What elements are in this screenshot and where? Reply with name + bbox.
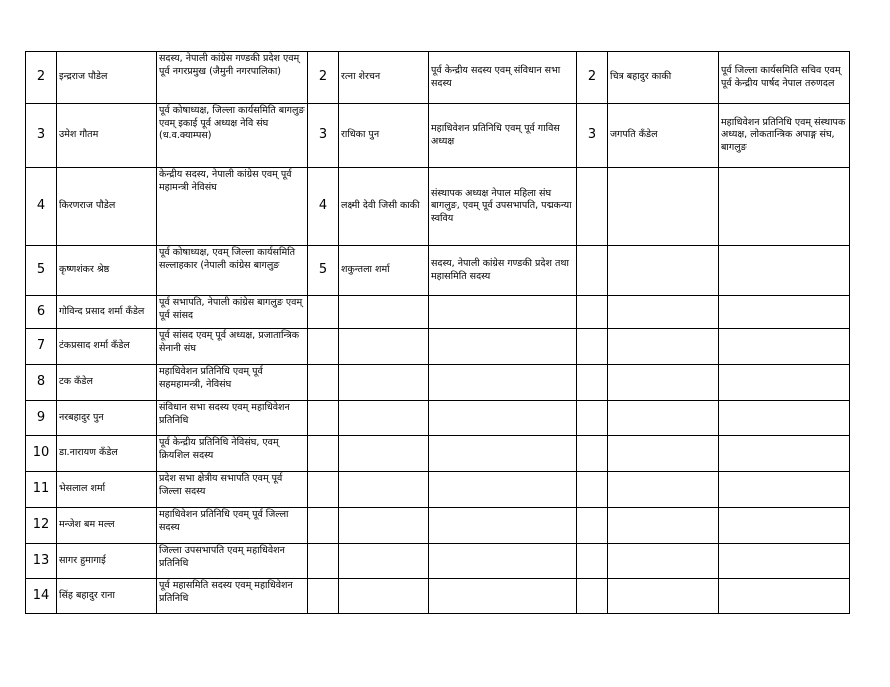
left-desc-cell: सदस्य, नेपाली कांग्रेस गण्डकी प्रदेश एवम् पूर्व नगरप्रमुख (जैमुनी नगरपालिका) [157, 52, 308, 104]
left-desc-cell: पूर्व सांसद एवम् पूर्व अध्यक्ष, प्रजातान्त्रिक सेनानी संघ [157, 329, 308, 365]
left-name-cell: मन्जेश बम मल्ल [57, 508, 157, 544]
middle-desc-cell [429, 544, 577, 579]
right-name-cell [608, 246, 719, 296]
middle-desc-cell [429, 436, 577, 472]
table-row [26, 365, 850, 401]
right-num-cell [577, 579, 608, 614]
middle-desc-cell [429, 365, 577, 401]
left-name-cell: टक कँडेल [57, 365, 157, 401]
left-num-cell: 7 [26, 329, 57, 365]
right-name-cell [608, 436, 719, 472]
left-desc-cell: पूर्व कोषाध्यक्ष, एवम् जिल्ला कार्यसमिति सल्लाहकार (नेपाली कांग्रेस बागलुङ [157, 246, 308, 296]
right-num-cell [577, 508, 608, 544]
middle-desc-cell [429, 296, 577, 329]
right-name-cell [608, 401, 719, 436]
left-name-cell: कृष्णशंकर श्रेष्ठ [57, 246, 157, 296]
left-num-cell: 11 [26, 472, 57, 508]
left-name-cell: भेसलाल शर्मा [57, 472, 157, 508]
middle-name-cell [339, 329, 429, 365]
left-num-cell: 2 [26, 52, 57, 104]
table-row [26, 401, 850, 436]
right-desc-cell [719, 472, 850, 508]
table-body [26, 52, 850, 614]
right-num-cell [577, 296, 608, 329]
table-row [26, 544, 850, 579]
table-row [26, 168, 850, 246]
middle-num-cell: 5 [308, 246, 339, 296]
right-desc-cell [719, 544, 850, 579]
table-row [26, 52, 850, 104]
table-row [26, 246, 850, 296]
left-num-cell: 3 [26, 104, 57, 168]
right-desc-cell [719, 296, 850, 329]
left-num-cell: 9 [26, 401, 57, 436]
table-row [26, 579, 850, 614]
right-num-cell [577, 329, 608, 365]
middle-name-cell [339, 544, 429, 579]
middle-num-cell [308, 579, 339, 614]
middle-name-cell: शकुन्तला शर्मा [339, 246, 429, 296]
right-desc-cell [719, 168, 850, 246]
right-num-cell [577, 436, 608, 472]
right-desc-cell [719, 329, 850, 365]
right-desc-cell: महाधिवेशन प्रतिनिधि एवम् संस्थापक अध्यक्ष, लोकतान्त्रिक अपाङ्ग संघ, बागलुङ [719, 104, 850, 168]
right-name-cell: जगपति कँडेल [608, 104, 719, 168]
right-name-cell [608, 472, 719, 508]
middle-desc-cell [429, 472, 577, 508]
right-num-cell: 3 [577, 104, 608, 168]
left-num-cell: 12 [26, 508, 57, 544]
right-num-cell [577, 168, 608, 246]
left-num-cell: 8 [26, 365, 57, 401]
right-name-cell [608, 544, 719, 579]
left-num-cell: 6 [26, 296, 57, 329]
middle-num-cell [308, 472, 339, 508]
left-num-cell: 10 [26, 436, 57, 472]
left-desc-cell: पूर्व केन्द्रीय प्रतिनिधि नेविसंघ, एवम् क्रियशिल सदस्य [157, 436, 308, 472]
right-name-cell [608, 329, 719, 365]
left-name-cell: डा.नारायण कँडेल [57, 436, 157, 472]
left-name-cell: इन्द्रराज पौडेल [57, 52, 157, 104]
right-num-cell [577, 246, 608, 296]
middle-name-cell: रत्ना शेरचन [339, 52, 429, 104]
left-num-cell: 13 [26, 544, 57, 579]
left-name-cell: सिंह बहादुर राना [57, 579, 157, 614]
left-name-cell: टंकप्रसाद शर्मा कँडेल [57, 329, 157, 365]
table-row [26, 104, 850, 168]
middle-name-cell [339, 401, 429, 436]
middle-name-cell [339, 365, 429, 401]
middle-desc-cell [429, 401, 577, 436]
right-desc-cell [719, 246, 850, 296]
middle-num-cell [308, 544, 339, 579]
right-num-cell [577, 544, 608, 579]
right-num-cell: 2 [577, 52, 608, 104]
left-desc-cell: केन्द्रीय सदस्य, नेपाली कांग्रेस एवम् पूर्व महामन्त्री नेविसंघ [157, 168, 308, 246]
left-desc-cell: संविधान सभा सदस्य एवम् महाधिवेशन प्रतिनिधि [157, 401, 308, 436]
left-name-cell: किरणराज पौडेल [57, 168, 157, 246]
left-desc-cell: पूर्व महासमिति सदस्य एवम् महाधिवेशन प्रतिनिधि [157, 579, 308, 614]
left-desc-cell: पूर्व सभापति, नेपाली कांग्रेस बागलुङ एवम् पूर्व सांसद [157, 296, 308, 329]
middle-num-cell [308, 329, 339, 365]
middle-name-cell [339, 508, 429, 544]
middle-num-cell [308, 508, 339, 544]
left-name-cell: नरबहादुर पुन [57, 401, 157, 436]
right-desc-cell: पूर्व जिल्ला कार्यसमिति सचिव एवम् पूर्व केन्द्रीय पार्षद नेपाल तरुणदल [719, 52, 850, 104]
middle-num-cell [308, 401, 339, 436]
right-name-cell [608, 579, 719, 614]
middle-name-cell [339, 296, 429, 329]
middle-num-cell [308, 296, 339, 329]
right-name-cell [608, 296, 719, 329]
middle-name-cell [339, 472, 429, 508]
left-name-cell: सागर हुमागाई [57, 544, 157, 579]
middle-desc-cell [429, 508, 577, 544]
middle-name-cell [339, 579, 429, 614]
middle-desc-cell: पूर्व केन्द्रीय सदस्य एवम् संविधान सभा सदस्य [429, 52, 577, 104]
right-num-cell [577, 401, 608, 436]
left-desc-cell: प्रदेश सभा क्षेत्रीय सभापति एवम् पूर्व जिल्ला सदस्य [157, 472, 308, 508]
left-name-cell: उमेश गौतम [57, 104, 157, 168]
right-desc-cell [719, 436, 850, 472]
left-desc-cell: पूर्व कोषाध्यक्ष, जिल्ला कार्यसमिति बागलुङ एवम् इकाई पूर्व अध्यक्ष नेवि संघ (ध.व.क्याम्पस) [157, 104, 308, 168]
middle-num-cell: 2 [308, 52, 339, 104]
middle-name-cell: लक्ष्मी देवी जिसी काकी [339, 168, 429, 246]
right-desc-cell [719, 508, 850, 544]
table-row [26, 329, 850, 365]
middle-num-cell: 4 [308, 168, 339, 246]
left-name-cell: गोविन्द प्रसाद शर्मा कँडेल [57, 296, 157, 329]
right-num-cell [577, 365, 608, 401]
right-desc-cell [719, 365, 850, 401]
right-name-cell [608, 365, 719, 401]
middle-desc-cell: महाधिवेशन प्रतिनिधि एवम् पूर्व गाविस अध्यक्ष [429, 104, 577, 168]
middle-desc-cell [429, 579, 577, 614]
table-row [26, 436, 850, 472]
right-desc-cell [719, 579, 850, 614]
middle-name-cell [339, 436, 429, 472]
left-num-cell: 4 [26, 168, 57, 246]
left-desc-cell: महाधिवेशन प्रतिनिधि एवम् पूर्व जिल्ला सदस्य [157, 508, 308, 544]
middle-num-cell: 3 [308, 104, 339, 168]
left-desc-cell: महाधिवेशन प्रतिनिधि एवम् पूर्व सहमहामन्त्री, नेविसंघ [157, 365, 308, 401]
left-num-cell: 5 [26, 246, 57, 296]
middle-num-cell [308, 436, 339, 472]
right-desc-cell [719, 401, 850, 436]
left-num-cell: 14 [26, 579, 57, 614]
middle-desc-cell: संस्थापक अध्यक्ष नेपाल महिला संघ बागलुङ, एवम् पूर्व उपसभापति, पद्मकन्या स्वविय [429, 168, 577, 246]
middle-num-cell [308, 365, 339, 401]
right-num-cell [577, 472, 608, 508]
right-name-cell: चित्र बहादुर काकी [608, 52, 719, 104]
middle-desc-cell [429, 329, 577, 365]
middle-desc-cell: सदस्य, नेपाली कांग्रेस गण्डकी प्रदेश तथा महासमिति सदस्य [429, 246, 577, 296]
left-desc-cell: जिल्ला उपसभापति एवम् महाधिवेशन प्रतिनिधि [157, 544, 308, 579]
right-name-cell [608, 168, 719, 246]
table-row [26, 472, 850, 508]
table-row [26, 296, 850, 329]
middle-name-cell: राधिका पुन [339, 104, 429, 168]
right-name-cell [608, 508, 719, 544]
candidate-table [25, 51, 850, 614]
table-row [26, 508, 850, 544]
